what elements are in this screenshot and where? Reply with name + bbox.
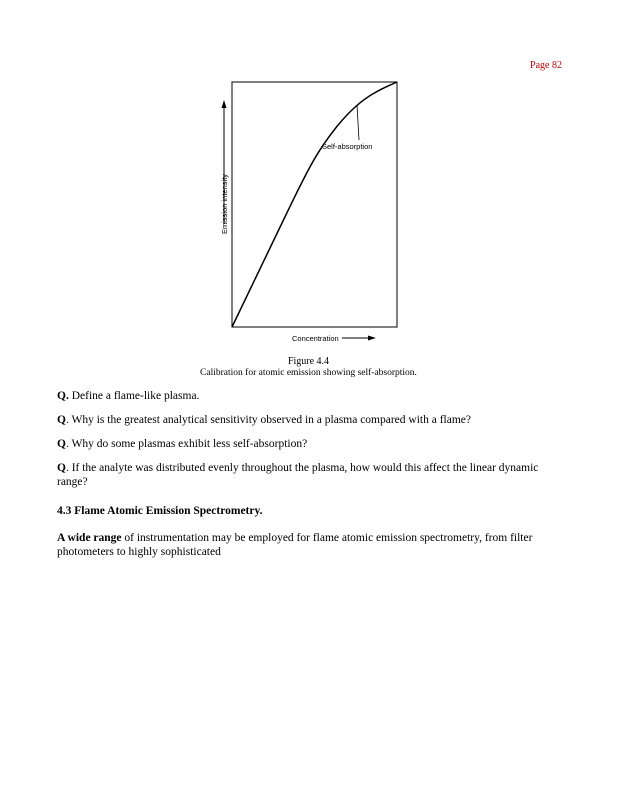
y-axis-arrow-head <box>222 100 227 108</box>
calibration-chart <box>212 74 412 354</box>
self-absorption-label: Self-absorption <box>322 142 373 151</box>
figure-caption: Calibration for atomic emission showing self-absorption. <box>200 368 417 378</box>
y-axis-label: Emission intensity <box>220 173 229 234</box>
plot-frame <box>232 82 397 327</box>
question-4: Q. If the analyte was distributed evenly throughout the plasma, how would this affect the linear dynamic range? <box>57 462 539 488</box>
x-axis-label: Concentration <box>292 334 339 343</box>
page-number: Page 82 <box>530 60 562 71</box>
section-paragraph: A wide range of instrumentation may be employed for flame atomic emission spectrometry, from filter photometers to highly sophisticated <box>57 532 533 558</box>
question-3: Q. Why do some plasmas exhibit less self-absorption? <box>57 438 308 450</box>
self-absorption-leader <box>357 105 359 140</box>
section-heading: 4.3 Flame Atomic Emission Spectrometry. <box>57 505 263 517</box>
emission-curve <box>232 82 397 327</box>
calibration-figure <box>212 74 412 354</box>
question-1: Q. Define a flame-like plasma. <box>57 390 200 402</box>
question-2: Q. Why is the greatest analytical sensitivity observed in a plasma compared with a flame? <box>57 414 471 426</box>
figure-title: Figure 4.4 <box>287 356 330 367</box>
x-axis-arrow-head <box>368 336 376 341</box>
